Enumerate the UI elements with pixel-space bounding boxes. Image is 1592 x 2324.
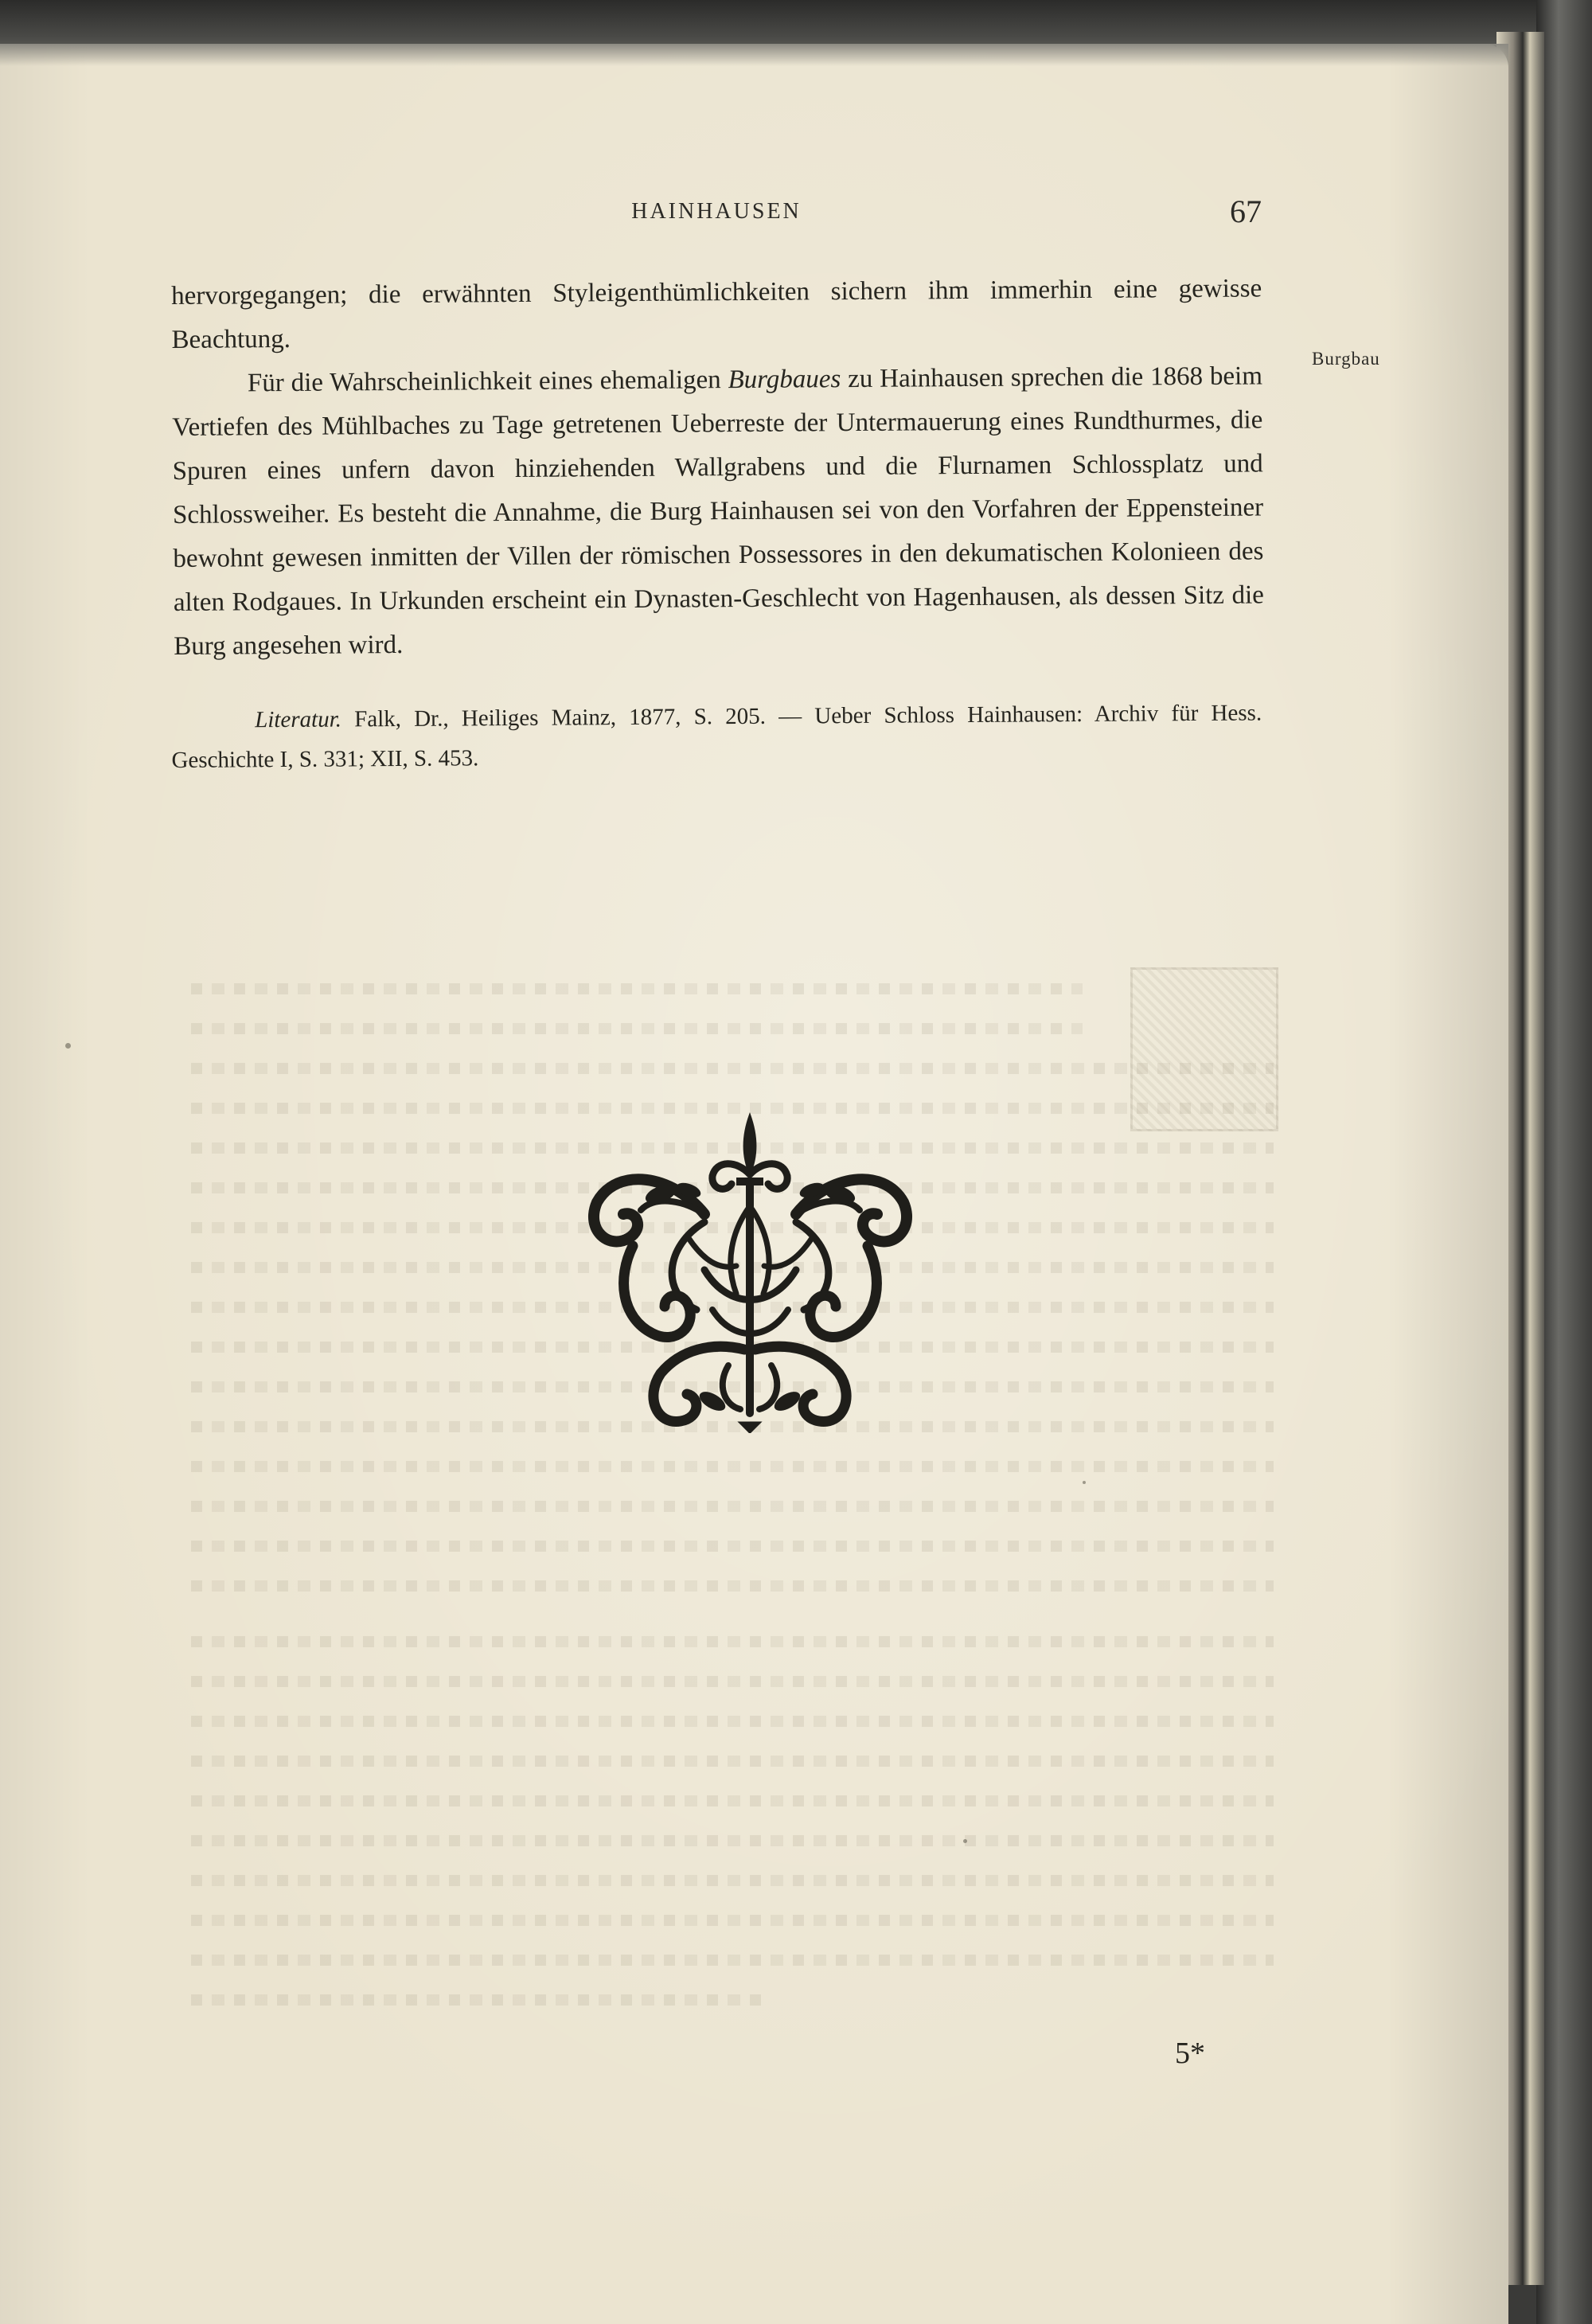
fleuron-icon (585, 1111, 915, 1433)
running-title: HAINHAUSEN (631, 199, 802, 224)
paper-speck (1083, 1481, 1086, 1484)
signature-mark: 5* (1175, 2037, 1205, 2070)
paragraph: hervorgegangen; die erwähnten Styleigenthümlichkeiten sichern ihm immerhin eine gewisse Beachtung. (171, 274, 1262, 354)
paragraph-text: Für die Wahrscheinlichkeit eines ehemaligen (247, 365, 728, 398)
literature-note (171, 693, 1262, 780)
literature-paragraph (171, 693, 1262, 780)
show-through-initial (1130, 967, 1278, 1131)
running-head (171, 193, 1262, 247)
body-text (171, 267, 1264, 669)
fleuron-ornament (585, 1111, 915, 1433)
marginal-note: Burgbau (1312, 349, 1380, 369)
paragraph (172, 354, 1265, 669)
emphasized-term: Burgbaues (728, 365, 841, 395)
page-number: 67 (1230, 193, 1262, 229)
literature-text: Falk, Dr., Heiliges Mainz, 1877, S. 205. — Ueber Schloss Hainhausen: Archiv für Hess. Geschichte I, S. 331; XII, S. 453. (171, 700, 1262, 773)
literature-label: Literatur. (255, 706, 342, 733)
paper-speck (963, 1839, 967, 1843)
page-shadow-top (0, 44, 1508, 66)
book-binding-right (1536, 0, 1592, 2324)
paragraph-text: zu Hainhausen sprechen die 1868 beim Vertiefen des Mühlbaches zu Tage getretenen Ueberreste der Untermauerung eines Rundthurmes, die Spuren eines unfern davon hinziehenden Wallgrabens und die Flurnamen Schlossplatz und Schlossweiher. Es besteht die Annahme, die Burg Hainhausen sei von den Vorfahren der Eppensteiner bewohnt gewesen inmitten der Villen der römischen Possessores in den dekumatischen Kolonieen des alten Rodgaues. In Urkunden erscheint ein Dynasten-Geschlecht von Hagenhausen, als dessen Sitz die Burg angesehen wird. (172, 361, 1264, 661)
paper-speck (65, 1043, 71, 1049)
